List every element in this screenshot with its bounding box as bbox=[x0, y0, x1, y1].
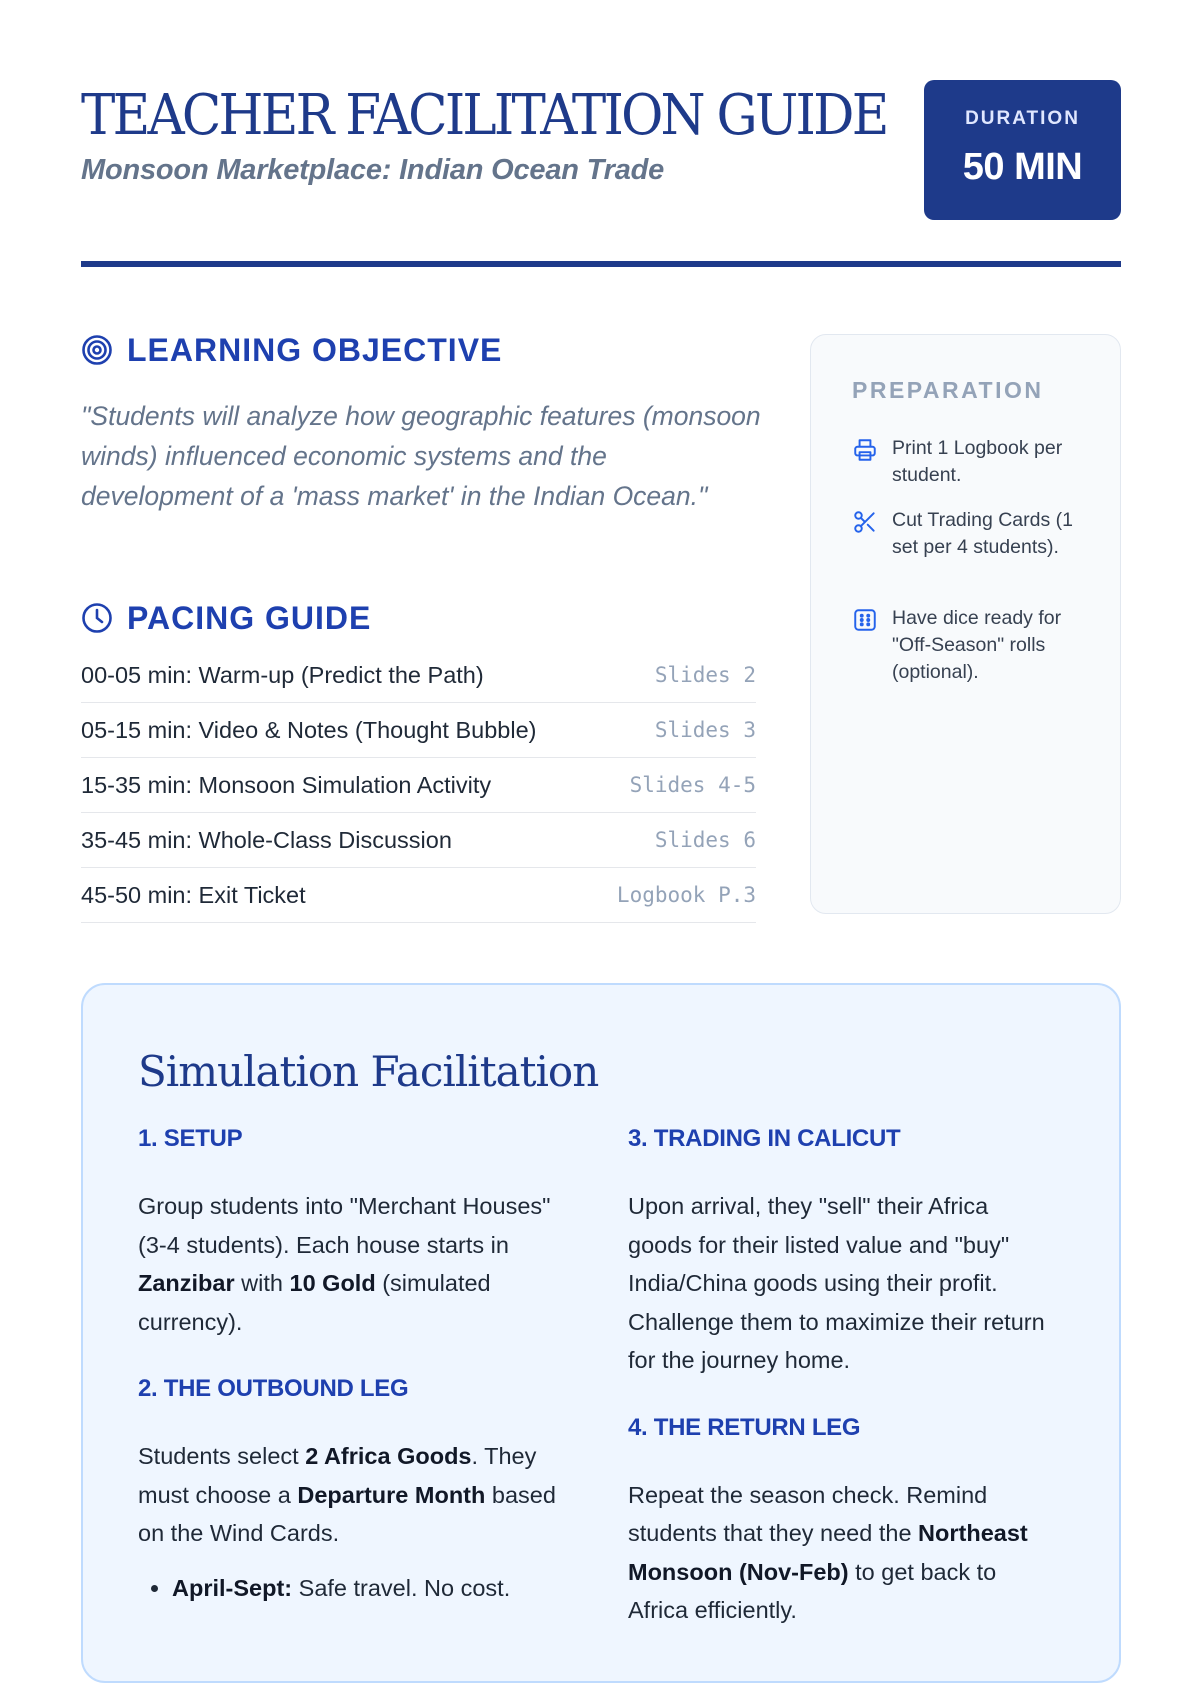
duration-badge bbox=[924, 80, 1121, 220]
objective-heading bbox=[81, 330, 502, 370]
simulation-title: Simulation Facilitation bbox=[138, 1047, 599, 1096]
preparation-panel bbox=[810, 334, 1121, 914]
list-item: • April-Sept: Safe travel. No cost. bbox=[172, 1569, 568, 1607]
page-subtitle: Monsoon Marketplace: Indian Ocean Trade bbox=[81, 154, 665, 186]
prep-text: Print 1 Logbook per student. bbox=[892, 437, 1063, 486]
page-title: TEACHER FACILITATION GUIDE bbox=[81, 83, 887, 148]
list-item bbox=[852, 507, 1102, 561]
table-row bbox=[81, 703, 756, 758]
trading-text: Upon arrival, they "sell" their Africa goods for their listed value and "buy" India/China goods using their profit. Challenge them to maximize their return for the journey home. bbox=[628, 1193, 1045, 1373]
table-row bbox=[81, 648, 756, 703]
simulation-column-left bbox=[138, 1125, 568, 1607]
pace-label: 05-15 min: Video & Notes (Thought Bubble) bbox=[81, 716, 537, 743]
wind-list bbox=[172, 1569, 568, 1607]
header-divider bbox=[81, 261, 1121, 267]
pace-ref: Slides 4-5 bbox=[629, 773, 756, 797]
objective-text: "Students will analyze how geographic features (monsoon winds) influenced economic systems and the development of a 'mass market' in the Indian Ocean." bbox=[81, 401, 761, 511]
header bbox=[81, 80, 1121, 220]
pace-ref: Slides 6 bbox=[654, 828, 756, 852]
pace-label: 15-35 min: Monsoon Simulation Activity bbox=[81, 771, 492, 798]
return-text: Repeat the season check. Remind students that they need the Northeast Monsoon (Nov-Feb) to get back to Africa efficiently. bbox=[628, 1481, 1028, 1623]
setup-heading: 1. SETUP bbox=[138, 1125, 243, 1152]
prep-text: Cut Trading Cards (1 set per 4 students). bbox=[892, 509, 1073, 558]
list-item bbox=[852, 435, 1102, 489]
target-icon bbox=[81, 334, 113, 366]
pace-label: 45-50 min: Exit Ticket bbox=[81, 881, 306, 908]
table-row bbox=[81, 758, 756, 813]
pace-ref: Logbook P.3 bbox=[616, 883, 756, 907]
return-heading: 4. THE RETURN LEG bbox=[628, 1413, 861, 1441]
outbound-text: Students select 2 Africa Goods. They must choose a Departure Month based on the Wind Cards. bbox=[138, 1443, 556, 1546]
duration-value: 50 MIN bbox=[962, 146, 1083, 188]
dice-icon bbox=[852, 607, 878, 633]
simulation-column-right bbox=[628, 1125, 1058, 1664]
duration-label: DURATION bbox=[965, 108, 1080, 129]
objective-heading-text: LEARNING OBJECTIVE bbox=[127, 331, 503, 368]
pace-label: 35-45 min: Whole-Class Discussion bbox=[81, 826, 452, 853]
pace-ref: Slides 2 bbox=[654, 663, 756, 687]
scissors-icon bbox=[852, 509, 878, 535]
preparation-heading: PREPARATION bbox=[852, 377, 1044, 403]
clock-icon bbox=[81, 602, 113, 634]
pacing-heading bbox=[81, 598, 371, 638]
setup-text: Group students into "Merchant Houses" (3-4 students). Each house starts in Zanzibar with 10 Gold (simulated currency). bbox=[138, 1193, 551, 1335]
table-row bbox=[81, 868, 756, 923]
outbound-heading: 2. THE OUTBOUND LEG bbox=[138, 1375, 409, 1402]
pace-label: 00-05 min: Warm-up (Predict the Path) bbox=[81, 661, 484, 688]
pacing-table bbox=[81, 648, 756, 923]
printer-icon bbox=[852, 437, 878, 463]
trading-heading: 3. TRADING IN CALICUT bbox=[628, 1125, 901, 1152]
prep-text: Have dice ready for "Off-Season" rolls (optional). bbox=[892, 607, 1062, 683]
simulation-panel bbox=[81, 983, 1121, 1683]
list-item bbox=[852, 605, 1102, 686]
pace-ref: Slides 3 bbox=[654, 718, 756, 742]
pacing-heading-text: PACING GUIDE bbox=[127, 599, 372, 636]
table-row bbox=[81, 813, 756, 868]
